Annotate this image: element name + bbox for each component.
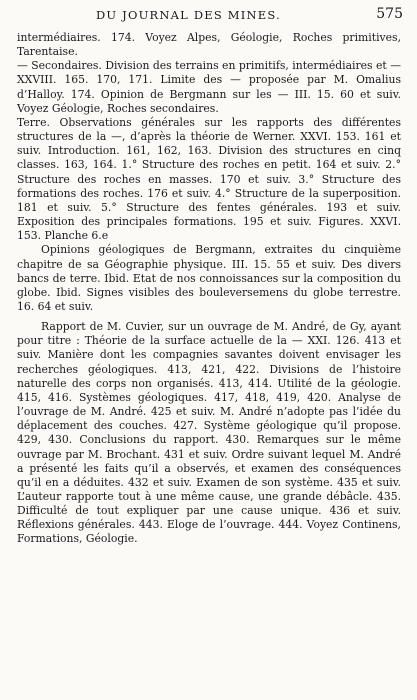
index-entry-secondaires: — Secondaires. Division des terrains en primitifs, intermédiaires et — XXVIII. 165. 170, 171. Limite des — proposée par M. Omalius d’Halloy. 174. Opinion de Bergmann sur les — III. 15. 60 et suiv. Voyez Géologie, Roches secondaires.: [17, 59, 401, 115]
index-entry-terre: Terre. Observations générales sur les rapports des différentes structures de la —, d’après la théorie de Werner. XXVI. 153. 161 et suiv. Introduction. 161, 162, 163. Division des structures en cinq classes. 163, 164. 1.° Structure des roches en petit. 164 et suiv. 2.° Structure des roches en masses. 170 et suiv. 3.° Structure des formations des roches. 176 et suiv. 4.° Structure de la superposition. 181 et suiv. 5.° Structure des fentes générales. 193 et suiv. Exposition des principales formations. 195 et suiv. Figures. XXVI. 153. Planche 6.e: [17, 115, 401, 243]
running-title: DU JOURNAL DES MINES.: [96, 8, 281, 22]
index-subentry-cuvier: Rapport de M. Cuvier, sur un ouvrage de M. André, de Gy, ayant pour titre : Théorie de la surface actuelle de la — XXI. 126. 413 et suiv. Manière dont les compagnies savantes doivent envisager les recherches géologiques. 413, 421, 422. Divisions de l’histoire naturelle des corps non organisés. 413, 414. Utilité de la géologie. 415, 416. Systèmes géologiques. 417, 418, 419, 420. Analyse de l’ouvrage de M. André. 425 et suiv. M. André n’adopte pas l’idée du déplacement des couches. 427. Système géologique qu’il propose. 429, 430. Conclusions du rapport. 430. Remarques sur le même ouvrage par M. Brochant. 431 et suiv. Ordre suivant lequel M. André a présenté les faits qu’il a observés, et examen des conséquences qu’il en a déduites. 432 et suiv. Examen de son système. 435 et suiv. L’auteur rapporte tout à une même cause, une grande débâcle. 435. Difficulté de tout expliquer par une cause unique. 436 et suiv. Réflexions générales. 443. Eloge de l’ouvrage. 444. Voyez Continens, Formations, Géologie.: [17, 320, 401, 546]
index-subentry-bergmann: Opinions géologiques de Bergmann, extraites du cinquième chapitre de sa Géographie physique. III. 15. 55 et suiv. Des divers bancs de terre. Ibid. Etat de nos connoissances sur la composition du globe. Ibid. Signes visibles des bouleversemens du globe terrestre. 16. 64 et suiv.: [17, 243, 401, 313]
index-body: [17, 31, 401, 547]
page-number: 575: [376, 6, 403, 22]
page-header: [0, 6, 417, 24]
index-entry-continuation: intermédiaires. 174. Voyez Alpes, Géologie, Roches primitives, Tarentaise.: [17, 31, 401, 59]
